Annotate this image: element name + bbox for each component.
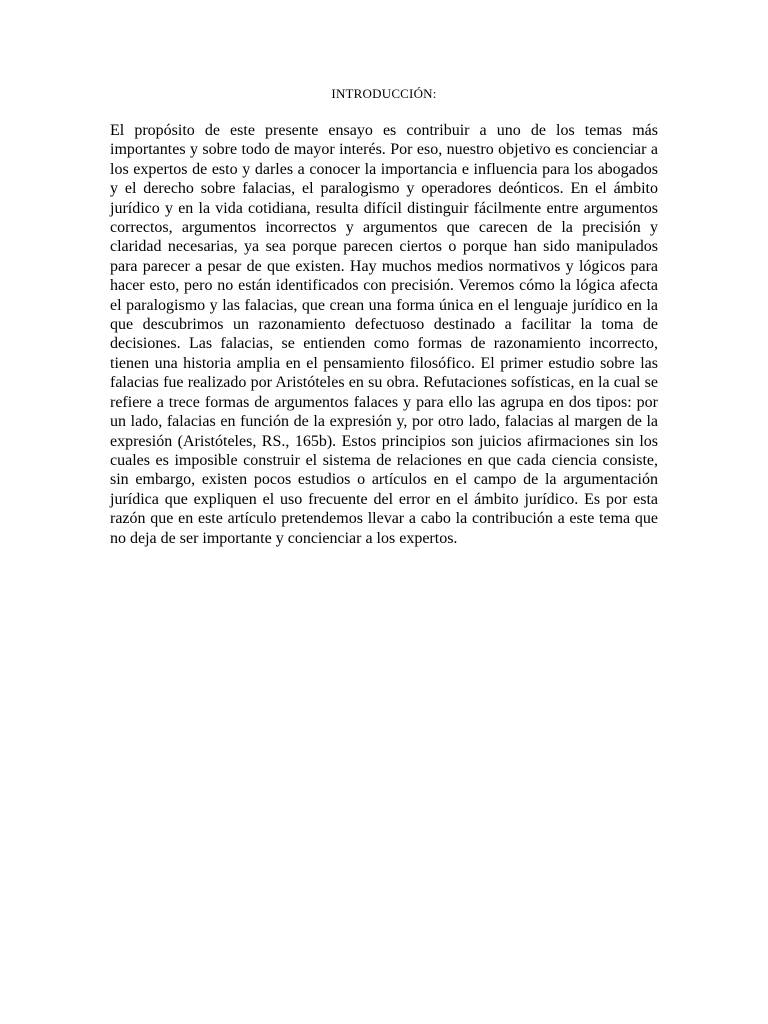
section-title: INTRODUCCIÓN: bbox=[331, 86, 437, 101]
body-paragraph: El propósito de este presente ensayo es contribuir a uno de los temas más importantes y sobre todo de mayor interés. Por eso, nuestro objetivo es concienciar a los expertos de esto y darles a conocer la importancia e influencia para los abogados y el derecho sobre falacias, el paralogismo y operadores deónticos. En el ámbito jurídico y en la vida cotidiana, resulta difícil distinguir fácilmente entre argumentos correctos, argumentos incorrectos y argumentos que carecen de la precisión y claridad necesarias, ya sea porque parecen ciertos o porque han sido manipulados para parecer a pesar de que existen. Hay muchos medios normativos y lógicos para hacer esto, pero no están identificados con precisión. Veremos cómo la lógica afecta el paralogismo y las falacias, que crean una forma única en el lenguaje jurídico en la que descubrimos un razonamiento defectuoso destinado a facilitar la toma de decisiones. Las falacias, se entienden como formas de razonamiento incorrecto, tienen una historia amplia en el pensamiento filosófico. El primer estudio sobre las falacias fue realizado por Aristóteles en su obra. Refutaciones sofísticas, en la cual se refiere a trece formas de argumentos falaces y para ello las agrupa en dos tipos: por un lado, falacias en función de la expresión y, por otro lado, falacias al margen de la expresión (Aristóteles, RS., 165b). Estos principios son juicios afirmaciones sin los cuales es imposible construir el sistema de relaciones en que cada ciencia consiste, sin embargo, existen pocos estudios o artículos en el campo de la argumentación jurídica que expliquen el uso frecuente del error en el ámbito jurídico. Es por esta razón que en este artículo pretendemos llevar a cabo la contribución a este tema que no deja de ser importante y concienciar a los expertos. bbox=[110, 122, 658, 547]
